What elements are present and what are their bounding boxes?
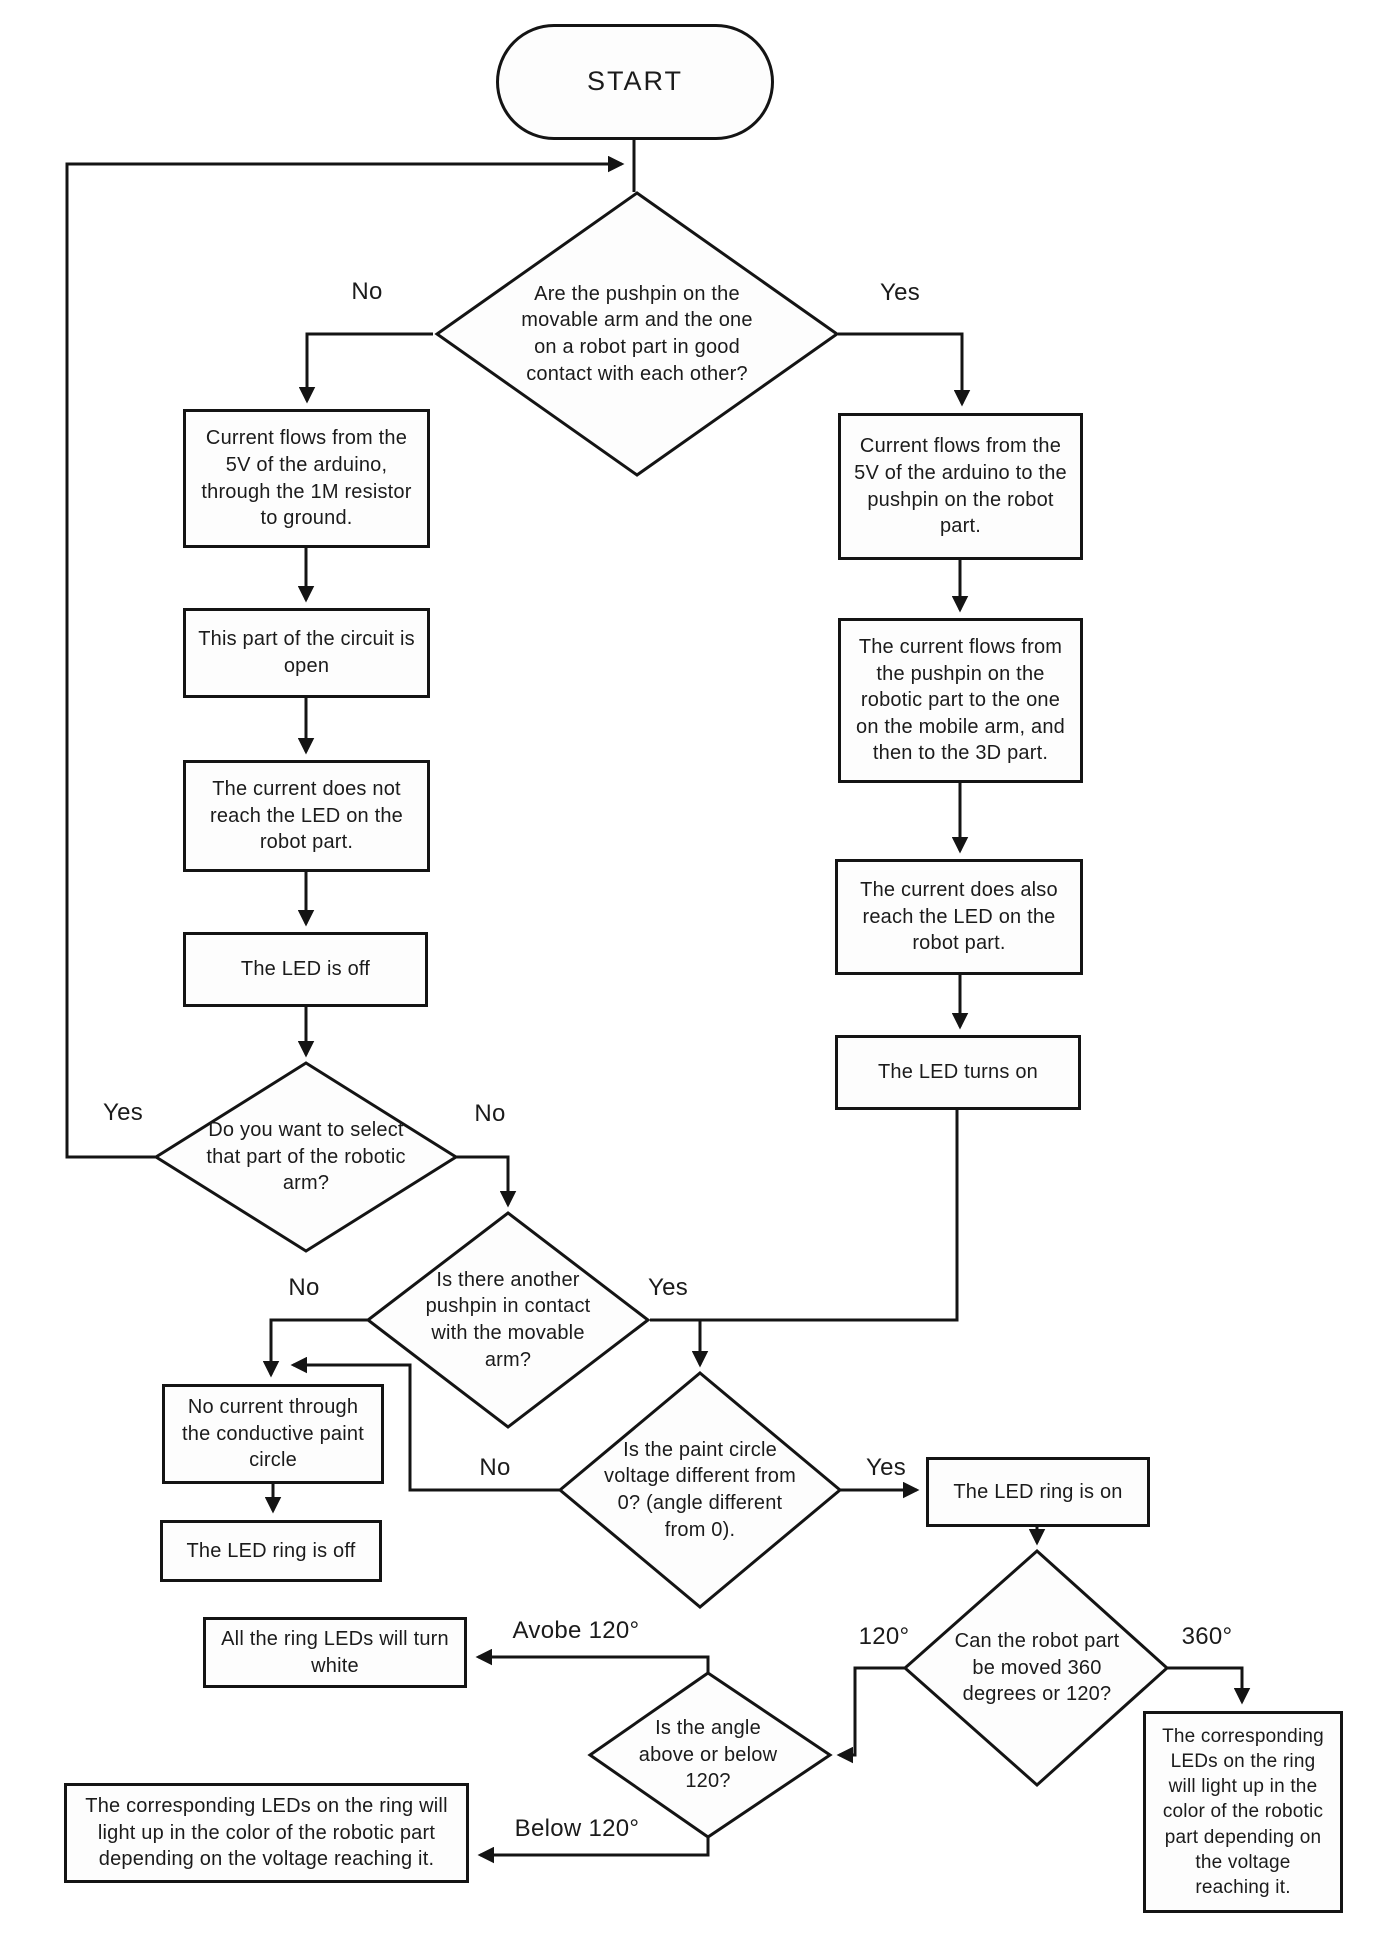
edge-contact-no (307, 334, 433, 401)
edge-anotherpushpin-no (271, 1320, 368, 1375)
process-led-off: The LED is off (183, 932, 428, 1007)
decision-select-text: Do you want to select that part of the robotic arm? (206, 1119, 406, 1195)
decision-angle-text: Is the angle above or below 120? (638, 1717, 778, 1793)
edge-select-no (456, 1157, 508, 1205)
process-current-to-3d-part: The current flows from the pushpin on the robotic part to the one on the mobile arm, and then to the 3D part. (838, 618, 1083, 783)
process-no-current-paint-circle: No current through the conductive paint circle (162, 1384, 384, 1484)
process-led-ring-on: The LED ring is on (926, 1457, 1150, 1527)
label-anotherpushpin-no: No (288, 1274, 320, 1301)
label-anotherpushpin-yes: Yes (647, 1274, 689, 1301)
label-moverange-360: 360° (1181, 1623, 1233, 1650)
label-contact-yes: Yes (879, 279, 921, 306)
label-contact-no: No (351, 278, 383, 305)
process-led-ring-off: The LED ring is off (160, 1520, 382, 1582)
decision-voltage-text: Is the paint circle voltage different from 0? (angle different from 0). (604, 1438, 796, 1541)
edge-moverange-360 (1167, 1668, 1242, 1702)
process-current-resistor-ground: Current flows from the 5V of the arduino, through the 1M resistor to ground. (183, 409, 430, 548)
label-angle-below: Below 120° (514, 1815, 640, 1842)
label-select-yes: Yes (102, 1099, 144, 1126)
edge-moverange-120 (839, 1668, 905, 1755)
process-current-to-pushpin: Current flows from the 5V of the arduino to the pushpin on the robot part. (838, 413, 1083, 560)
process-current-reaches-led: The current does also reach the LED on the robot part. (835, 859, 1083, 975)
label-angle-above: Avobe 120° (512, 1617, 640, 1644)
decision-moverange-text: Can the robot part be moved 360 degrees or 120? (954, 1630, 1120, 1706)
process-led-turns-on: The LED turns on (835, 1035, 1081, 1110)
start-terminal: START (496, 24, 774, 140)
label-voltage-no: No (479, 1454, 511, 1481)
process-circuit-open: This part of the circuit is open (183, 608, 430, 698)
edge-angle-above (478, 1657, 708, 1673)
label-voltage-yes: Yes (865, 1454, 907, 1481)
edge-ledon-to-junction (647, 1110, 957, 1320)
decision-contact-text: Are the pushpin on the movable arm and the one on a robot part in good contact with each other? (521, 282, 753, 385)
edge-contact-yes (838, 334, 962, 404)
process-ring-leds-color-360: The corresponding LEDs on the ring will light up in the color of the robotic part depending on the voltage reaching it. (1143, 1711, 1343, 1913)
process-current-not-reach-led: The current does not reach the LED on the robot part. (183, 760, 430, 872)
process-ring-leds-white: All the ring LEDs will turn white (203, 1617, 467, 1688)
label-moverange-120: 120° (858, 1623, 910, 1650)
label-select-no: No (474, 1100, 506, 1127)
process-ring-leds-color-below: The corresponding LEDs on the ring will light up in the color of the robotic part depending on the voltage reaching it. (64, 1783, 469, 1883)
decision-anotherpushpin-text: Is there another pushpin in contact with the movable arm? (425, 1268, 591, 1371)
